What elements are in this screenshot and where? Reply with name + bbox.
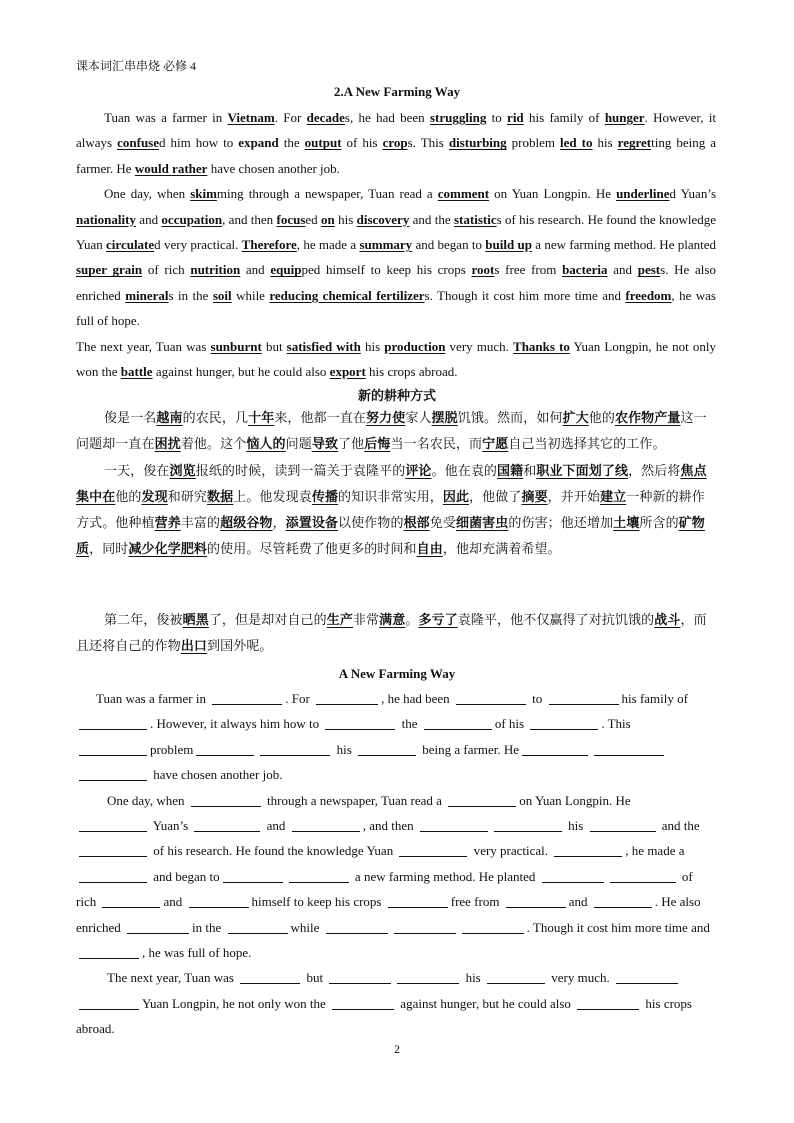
text-run: s in the <box>168 287 213 303</box>
vocabulary-term: 减少化学肥料 <box>128 542 208 558</box>
text-run: of his <box>341 135 383 151</box>
answer-blank[interactable] <box>79 957 139 959</box>
vocabulary-term: battle <box>120 364 153 380</box>
vocabulary-term: 满意 <box>379 613 406 628</box>
answer-blank[interactable] <box>462 932 524 934</box>
answer-blank[interactable] <box>326 932 388 934</box>
text-run: , he made a <box>296 237 360 253</box>
text-run: his <box>333 741 355 757</box>
text-run: ，同时 <box>89 542 129 558</box>
text-run: rich <box>76 894 100 910</box>
english-paragraph-1 <box>76 105 716 181</box>
vocabulary-term: 细菌害虫 <box>455 516 509 532</box>
chinese-paragraph-3 <box>76 608 716 661</box>
exercise-line <box>76 965 718 990</box>
text-run: Tuan was a farmer in <box>104 110 228 125</box>
vocabulary-term: would rather <box>134 160 208 176</box>
answer-blank[interactable] <box>424 728 492 730</box>
vocabulary-term: reducing chemical fertilizer <box>269 287 425 303</box>
answer-blank[interactable] <box>332 1008 394 1010</box>
answer-blank[interactable] <box>260 754 330 756</box>
text-run: and the <box>409 211 454 227</box>
vocabulary-term: statistic <box>454 211 497 227</box>
exercise-title: A New Farming Way <box>338 666 456 681</box>
text-run: 免受 <box>429 516 456 532</box>
text-run: his <box>564 818 587 834</box>
vocabulary-term: 因此 <box>442 489 470 505</box>
english-paragraph-2 <box>76 181 716 333</box>
text-run: and the <box>658 818 700 834</box>
vocabulary-term: 越南 <box>156 411 183 426</box>
answer-blank[interactable] <box>590 830 656 832</box>
answer-blank[interactable] <box>594 906 652 908</box>
answer-blank[interactable] <box>212 703 282 705</box>
vocabulary-term: 超级谷物 <box>220 516 273 532</box>
answer-blank[interactable] <box>394 932 456 934</box>
text-run: , and then <box>222 211 277 227</box>
exercise-line <box>76 915 718 940</box>
vocabulary-term: nationality <box>76 211 136 227</box>
exercise-line <box>76 889 718 914</box>
vocabulary-term: super grain <box>76 262 143 278</box>
vocabulary-term: production <box>384 338 446 354</box>
vocabulary-term: discovery <box>356 211 410 227</box>
text-run: while <box>290 919 323 935</box>
text-run: himself to keep his crops <box>251 894 385 910</box>
vocabulary-term: 摘要 <box>521 489 548 505</box>
exercise-line <box>76 788 718 813</box>
text-run: . For <box>285 691 314 706</box>
text-run: but <box>303 970 327 986</box>
text-run: 着他。这个 <box>180 437 247 453</box>
text-run: . For <box>274 110 307 125</box>
text-run: ， <box>272 516 286 532</box>
text-run: problem <box>506 135 561 151</box>
text-run: his family of <box>621 691 688 706</box>
text-run: 的使用。尽管耗费了他更多的时间和 <box>207 542 417 558</box>
text-run: ，他却充满着希望。 <box>442 542 561 558</box>
text-run: his <box>360 338 385 354</box>
chinese-title: 新的耕种方式 <box>357 389 436 404</box>
chinese-paragraph-2 <box>76 459 716 564</box>
vocabulary-term: 国籍 <box>497 463 524 479</box>
answer-blank[interactable] <box>329 982 391 984</box>
vocabulary-term: focus <box>276 211 306 227</box>
vocabulary-term: 生产 <box>326 613 353 628</box>
text-run: 了他 <box>338 437 365 453</box>
text-run: s, he had been <box>344 110 430 125</box>
text-run: to <box>486 110 508 125</box>
vocabulary-term: nutrition <box>190 262 241 278</box>
text-run: 和研究 <box>167 489 208 505</box>
text-run: 的知识非常实用， <box>338 489 443 505</box>
vocabulary-term: output <box>304 135 342 151</box>
text-run: ming through a newspaper, Tuan read a <box>216 186 438 202</box>
text-run: . He also <box>654 894 701 910</box>
answer-blank[interactable] <box>79 881 147 883</box>
text-run: ped himself to keep his crops <box>301 262 472 278</box>
answer-blank[interactable] <box>223 881 283 883</box>
answer-blank[interactable] <box>289 881 349 883</box>
vocabulary-term: rid <box>507 110 524 125</box>
answer-blank[interactable] <box>196 754 254 756</box>
text-run: 第二年，俊被 <box>104 613 183 628</box>
english-paragraph-3 <box>76 334 716 385</box>
exercise-line <box>76 813 718 838</box>
vocabulary-term: hunger <box>604 110 645 125</box>
text-run: of <box>678 868 693 884</box>
vocabulary-term: circulate <box>106 237 155 253</box>
english-passage <box>76 105 716 384</box>
exercise-line <box>76 838 718 863</box>
vocabulary-term: 建立 <box>600 489 627 505</box>
vocabulary-term: 恼人的 <box>246 437 286 453</box>
text-run: against hunger, but he could also <box>397 995 575 1011</box>
vocabulary-term: 努力使 <box>366 411 406 426</box>
exercise-line <box>76 940 718 965</box>
vocabulary-term: 多亏了 <box>418 613 458 628</box>
text-run: against hunger, but he could also <box>152 364 330 380</box>
text-run: 丰富的 <box>180 516 221 532</box>
text-run: in the <box>192 919 225 935</box>
text-run: s of his research. He found the knowledge Yuan <box>76 211 716 253</box>
vocabulary-term: Vietnam <box>227 110 275 125</box>
text-run: to <box>528 691 546 706</box>
vocabulary-term: occupation <box>161 211 223 227</box>
vocabulary-term: 土壤 <box>613 516 640 532</box>
vocabulary-term: underline <box>616 186 670 202</box>
text-run: very much. <box>547 970 613 986</box>
text-run: but <box>261 338 287 354</box>
text-run: 他的 <box>588 411 615 426</box>
text-run: Yuan Longpin, he not only won the <box>76 338 717 380</box>
exercise-line <box>76 1016 718 1041</box>
text-run: s. He also enriched <box>76 262 716 303</box>
answer-blank[interactable] <box>549 703 619 705</box>
vocabulary-term: crop <box>382 135 408 151</box>
text-run: ，他做了 <box>469 489 522 505</box>
text-run: , he was full of hope. <box>76 287 716 329</box>
bold-term: expand <box>238 135 279 151</box>
answer-blank[interactable] <box>542 881 604 883</box>
vocabulary-term: 扩大 <box>562 411 589 426</box>
page-number: 2 <box>394 1042 400 1056</box>
text-run: his <box>592 135 618 151</box>
vocabulary-term: build up <box>485 237 532 253</box>
vocabulary-term: 农作物产量 <box>614 411 681 426</box>
vocabulary-term: struggling <box>429 110 487 125</box>
answer-blank[interactable] <box>616 982 678 984</box>
vocabulary-term: root <box>471 262 495 278</box>
text-run: 他的 <box>115 489 142 505</box>
text-run: his <box>334 211 357 227</box>
chinese-passage <box>76 406 716 564</box>
vocabulary-term: 战斗 <box>654 613 681 628</box>
vocabulary-term: 导致 <box>311 437 339 453</box>
text-run: 上。他发现袁 <box>233 489 312 505</box>
text-run: have chosen another job. <box>207 160 340 176</box>
text-run: s free from <box>494 262 563 278</box>
text-run: 以使作物的 <box>338 516 404 532</box>
text-run: , he had been <box>381 691 453 706</box>
text-run: ，并开始 <box>547 489 601 505</box>
vocabulary-term: 评论 <box>405 463 432 479</box>
text-run: 饥饿。然而，如何 <box>457 411 563 426</box>
text-run: 袁隆平，他不仅赢得了对抗饥饿的 <box>457 613 655 628</box>
text-run: of his research. He found the knowledge Yuan <box>150 843 397 859</box>
vocabulary-term: mineral <box>125 287 169 303</box>
section-title: 2.A New Farming Way <box>333 84 461 99</box>
vocabulary-term: 后悔 <box>364 437 391 453</box>
vocabulary-term: bacteria <box>562 262 608 278</box>
answer-blank[interactable] <box>420 830 488 832</box>
text-run: s. This <box>407 135 449 151</box>
text-run: Yuan’s <box>150 818 192 834</box>
vocabulary-term: Thanks to <box>513 338 570 354</box>
text-run: and began to <box>412 237 486 253</box>
vocabulary-term: 传播 <box>311 489 339 505</box>
answer-blank[interactable] <box>292 830 360 832</box>
answer-blank[interactable] <box>79 728 147 730</box>
vocabulary-term: comment <box>437 186 490 202</box>
text-run: 报纸的时候，读到一篇关于袁隆平的 <box>195 463 406 479</box>
text-run: the <box>398 716 421 732</box>
vocabulary-term: 根部 <box>403 516 430 532</box>
text-run: and <box>263 818 289 834</box>
text-run: ting being a farmer. He <box>76 135 717 176</box>
text-run: his crops <box>642 995 692 1011</box>
vocabulary-term: equip <box>270 262 302 278</box>
answer-blank[interactable] <box>79 779 147 781</box>
chinese-paragraph-1 <box>76 406 716 459</box>
answer-blank[interactable] <box>388 906 448 908</box>
answer-blank[interactable] <box>240 982 300 984</box>
text-run: 非常 <box>352 613 380 628</box>
vocabulary-term: summary <box>359 237 413 253</box>
exercise-line <box>76 762 718 787</box>
text-run: and <box>607 262 638 278</box>
answer-blank[interactable] <box>610 881 676 883</box>
text-run: . Though it cost him more time and <box>526 919 710 935</box>
exercise-line <box>76 991 718 1016</box>
answer-blank[interactable] <box>456 703 526 705</box>
text-run: enriched <box>76 919 125 935</box>
answer-blank[interactable] <box>594 754 664 756</box>
vocabulary-term: 营养 <box>154 516 181 532</box>
vocabulary-term: satisfied with <box>286 338 361 354</box>
text-run: and began to <box>150 868 220 884</box>
text-run: 和 <box>523 463 537 479</box>
text-run: . However, it always <box>76 110 716 151</box>
answer-blank[interactable] <box>399 855 467 857</box>
text-run: problem <box>150 741 194 757</box>
text-run: of his <box>494 716 528 732</box>
text-run: his <box>462 970 484 986</box>
answer-blank[interactable] <box>494 830 562 832</box>
text-run: , and then <box>362 818 417 834</box>
text-run: 的农民，几 <box>182 411 249 426</box>
answer-blank[interactable] <box>191 805 261 807</box>
vocabulary-term: 浏览 <box>169 463 196 479</box>
text-run: 。他在袁的 <box>431 463 498 479</box>
text-run: ，而且还将自己的作物 <box>76 613 707 655</box>
text-run: s. Though it cost him more time and <box>424 287 626 303</box>
answer-blank[interactable] <box>506 906 566 908</box>
vocabulary-term: Therefore <box>241 237 297 253</box>
text-run: his family of <box>523 110 605 125</box>
answer-blank[interactable] <box>487 982 545 984</box>
answer-blank[interactable] <box>79 855 147 857</box>
chinese-passage-end <box>76 608 716 661</box>
text-run: on Yuan Longpin. He <box>489 186 617 202</box>
text-run: Tuan was a farmer in <box>96 691 210 706</box>
answer-blank[interactable] <box>325 728 395 730</box>
vocabulary-term: soil <box>212 287 232 303</box>
text-run: 来，他都一直在 <box>274 411 367 426</box>
answer-blank[interactable] <box>522 754 588 756</box>
text-run: One day, when <box>107 792 188 808</box>
text-run: ，然后将 <box>628 463 681 479</box>
text-run: 家人 <box>405 411 432 426</box>
text-run: and <box>163 894 186 910</box>
vocabulary-term: 宁愿 <box>482 437 509 453</box>
vocabulary-term: 摆脱 <box>431 411 458 426</box>
vocabulary-term: 发现 <box>141 489 168 505</box>
vocabulary-term: 自由 <box>416 542 443 558</box>
text-run: d him how to <box>159 135 239 151</box>
text-run: of rich <box>142 262 191 278</box>
text-run: 问题 <box>285 437 312 453</box>
answer-blank[interactable] <box>228 932 288 934</box>
vocabulary-term: regret <box>617 135 652 151</box>
text-run: 这一问题却一直在 <box>76 411 707 453</box>
text-run: and <box>568 894 591 910</box>
answer-blank[interactable] <box>316 703 378 705</box>
vocabulary-term: 焦点集中在 <box>76 463 707 505</box>
vocabulary-term: pest <box>637 262 661 278</box>
text-run: d Yuan’s <box>669 186 716 202</box>
text-run: 所含的 <box>639 516 679 532</box>
text-run: 一天，俊在 <box>104 463 170 479</box>
answer-blank[interactable] <box>79 754 147 756</box>
vocabulary-term: freedom <box>625 287 672 303</box>
text-run: One day, when <box>104 186 191 202</box>
text-run: while <box>231 287 270 303</box>
answer-blank[interactable] <box>530 728 598 730</box>
vocabulary-term: 晒黑 <box>182 613 209 628</box>
exercise-line <box>76 737 718 762</box>
text-run: on Yuan Longpin. He <box>519 792 631 808</box>
text-run: Yuan Longpin, he not only won the <box>142 995 330 1011</box>
fill-in-exercise <box>76 686 718 1042</box>
exercise-line <box>76 686 718 711</box>
text-run: . This <box>601 716 631 732</box>
text-run: The next year, Tuan was <box>76 338 211 354</box>
answer-blank[interactable] <box>79 1008 139 1010</box>
text-run: d very practical. <box>154 237 242 253</box>
text-run: abroad. <box>76 1021 115 1037</box>
text-run: 。 <box>405 613 419 628</box>
answer-blank[interactable] <box>79 830 147 832</box>
text-run: a new farming method. He planted <box>351 868 539 884</box>
exercise-line <box>76 711 718 736</box>
text-run: very much. <box>445 338 514 354</box>
text-run: through a newspaper, Tuan read a <box>263 792 446 808</box>
vocabulary-term: on <box>321 211 335 227</box>
text-run: . However, it always him how to <box>150 716 323 732</box>
answer-blank[interactable] <box>397 982 459 984</box>
text-run: the <box>278 135 305 151</box>
page-header: 课本词汇串串烧 必修 4 <box>76 59 197 73</box>
text-run: and <box>135 211 162 227</box>
text-run: The next year, Tuan was <box>107 970 238 986</box>
text-run: 自己当初选择其它的工作。 <box>508 437 666 453</box>
exercise-line <box>76 864 718 889</box>
text-run: 当一名农民，而 <box>390 437 483 453</box>
vocabulary-term: 十年 <box>248 411 275 426</box>
text-run: and <box>240 262 271 278</box>
text-run: being a farmer. He <box>419 741 519 757</box>
vocabulary-term: 添置设备 <box>285 516 339 532</box>
text-run: have chosen another job. <box>150 767 283 783</box>
answer-blank[interactable] <box>448 805 516 807</box>
vocabulary-term: 职业下面划了线 <box>536 463 629 479</box>
vocabulary-term: 出口 <box>180 639 208 655</box>
answer-blank[interactable] <box>358 754 416 756</box>
text-run: a new farming method. He planted <box>531 237 717 253</box>
vocabulary-term: skim <box>190 186 217 202</box>
vocabulary-term: export <box>329 364 366 380</box>
vocabulary-term: disturbing <box>448 135 507 151</box>
vocabulary-term: confuse <box>117 135 160 151</box>
answer-blank[interactable] <box>577 1008 639 1010</box>
vocabulary-term: 困扰 <box>154 437 181 453</box>
answer-blank[interactable] <box>189 906 249 908</box>
text-run: ed <box>305 211 322 227</box>
text-run: free from <box>450 894 503 910</box>
text-run: 一种新的耕作方式。他种植 <box>76 489 705 532</box>
text-run: 俊是一名 <box>104 411 157 426</box>
answer-blank[interactable] <box>194 830 260 832</box>
text-run: 的伤害；他还增加 <box>508 516 614 532</box>
text-run: 了，但是却对自己的 <box>208 613 327 628</box>
text-run: very practical. <box>470 843 552 859</box>
vocabulary-term: sunburnt <box>210 338 262 354</box>
answer-blank[interactable] <box>127 932 189 934</box>
vocabulary-term: decade <box>306 110 345 125</box>
answer-blank[interactable] <box>102 906 160 908</box>
text-run: , he was full of hope. <box>142 945 252 961</box>
text-run: , he made a <box>625 843 685 859</box>
text-run: his crops abroad. <box>365 364 458 380</box>
answer-blank[interactable] <box>554 855 622 857</box>
vocabulary-term: 矿物质 <box>76 516 705 558</box>
vocabulary-term: led to <box>560 135 593 151</box>
text-run: 到国外呢。 <box>207 639 273 655</box>
vocabulary-term: 数据 <box>207 489 234 505</box>
